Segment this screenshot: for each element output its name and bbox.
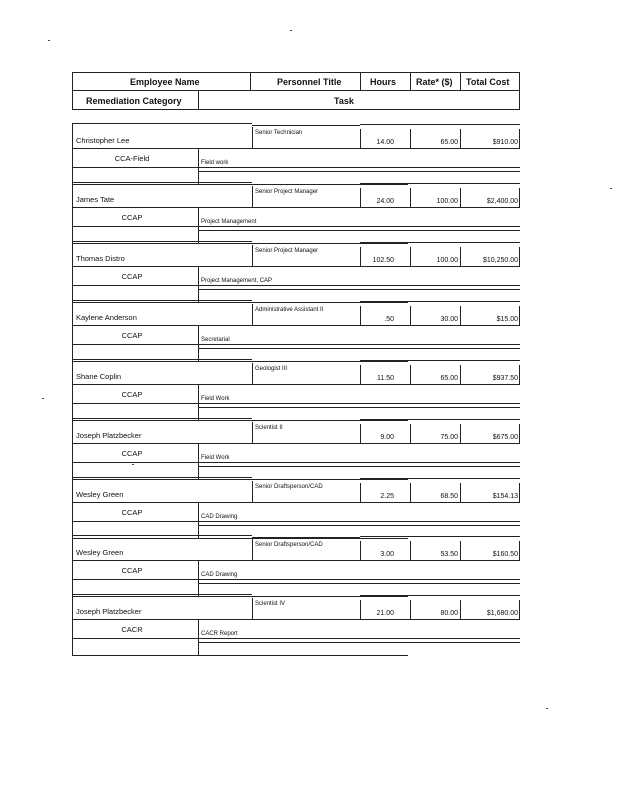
hours-value: 9.00 xyxy=(380,434,394,441)
divider xyxy=(72,72,73,110)
divider xyxy=(360,247,361,267)
divider xyxy=(519,72,520,110)
divider xyxy=(198,444,199,480)
col-personnel-title: Personnel Title xyxy=(277,77,342,87)
divider xyxy=(72,123,252,124)
hours-value: 14.00 xyxy=(376,139,394,146)
rate-value: 53.50 xyxy=(440,551,458,558)
divider xyxy=(72,182,252,183)
personnel-title: Senior Draftsperson/CAD xyxy=(255,542,323,548)
divider xyxy=(198,525,520,526)
hours-value: 3.00 xyxy=(380,551,394,558)
divider xyxy=(72,266,520,267)
divider xyxy=(460,424,461,444)
divider xyxy=(72,560,520,561)
divider xyxy=(410,188,411,208)
divider xyxy=(360,72,361,90)
employee-name: Wesley Green xyxy=(76,490,124,499)
personnel-title: Administrative Assistant II xyxy=(255,307,324,313)
rate-value: 30.00 xyxy=(440,316,458,323)
divider xyxy=(252,420,360,421)
personnel-title: Scientist IV xyxy=(255,601,286,607)
divider xyxy=(410,129,411,149)
task-value: CAD Drawing xyxy=(201,514,238,520)
remediation-category: CCAP xyxy=(121,272,143,281)
task-value: Project Management xyxy=(201,219,257,225)
col-hours: Hours xyxy=(370,77,397,87)
employee-record xyxy=(72,123,520,185)
divider xyxy=(360,360,520,361)
divider xyxy=(519,541,520,561)
divider xyxy=(72,359,252,360)
rate-value: 100.00 xyxy=(436,198,458,205)
divider xyxy=(198,326,199,362)
divider xyxy=(198,90,199,110)
divider xyxy=(252,537,360,538)
col-employee-name: Employee Name xyxy=(130,77,200,87)
divider xyxy=(360,365,361,385)
divider xyxy=(360,600,361,620)
total-cost-value: $910.00 xyxy=(492,139,518,146)
task-value: CAD Drawing xyxy=(201,572,238,578)
divider xyxy=(519,129,520,149)
divider xyxy=(252,363,253,385)
divider xyxy=(72,90,520,91)
divider xyxy=(250,72,251,90)
scan-speck xyxy=(132,464,134,465)
divider xyxy=(360,188,361,208)
employee-name: Joseph Platzbecker xyxy=(76,431,142,440)
divider xyxy=(72,325,520,326)
divider xyxy=(72,443,520,444)
task-value: Project Management, CAP xyxy=(201,278,273,284)
divider xyxy=(360,306,361,326)
divider xyxy=(460,247,461,267)
divider xyxy=(198,171,520,172)
task-value: CACR Report xyxy=(201,631,238,637)
divider xyxy=(360,536,520,537)
divider xyxy=(72,300,252,301)
divider xyxy=(460,129,461,149)
employee-name: Wesley Green xyxy=(76,548,124,557)
total-cost-value: $160.50 xyxy=(492,551,518,558)
scan-speck xyxy=(610,188,612,189)
personnel-title: Senior Project Manager xyxy=(255,189,319,195)
divider xyxy=(72,72,520,73)
total-cost-value: $937.50 xyxy=(492,375,518,382)
divider xyxy=(410,424,411,444)
divider xyxy=(252,361,360,362)
divider xyxy=(252,304,253,326)
employee-record xyxy=(72,594,520,656)
employee-record xyxy=(72,418,520,480)
divider xyxy=(519,365,520,385)
total-cost-value: $1,680.00 xyxy=(486,610,518,617)
divider xyxy=(198,385,199,421)
divider xyxy=(252,481,253,503)
divider xyxy=(252,539,253,561)
rate-value: 80.00 xyxy=(440,610,458,617)
divider xyxy=(72,521,520,522)
task-value: Field Work xyxy=(201,396,230,402)
divider xyxy=(360,424,361,444)
scan-speck xyxy=(42,398,44,399)
divider xyxy=(360,483,361,503)
employee-record xyxy=(72,182,520,244)
hours-value: 11.50 xyxy=(377,375,394,382)
col-remediation-category: Remediation Category xyxy=(86,96,182,106)
personnel-title: Scientist II xyxy=(255,425,283,431)
divider xyxy=(198,208,199,244)
divider xyxy=(410,247,411,267)
divider xyxy=(252,598,253,620)
divider xyxy=(519,188,520,208)
divider xyxy=(252,127,253,149)
total-cost-value: $2,400.00 xyxy=(486,198,518,205)
divider xyxy=(72,477,252,478)
divider xyxy=(198,561,199,597)
scan-speck xyxy=(48,40,50,41)
divider xyxy=(360,124,520,125)
employee-name: Shane Coplin xyxy=(76,372,122,381)
personnel-title: Senior Project Manager xyxy=(255,248,319,254)
employee-record xyxy=(72,359,520,421)
divider xyxy=(410,306,411,326)
personnel-title: Geologist III xyxy=(255,366,288,372)
divider xyxy=(410,365,411,385)
divider xyxy=(360,478,520,479)
rate-value: 100.00 xyxy=(436,257,458,264)
divider xyxy=(72,619,520,620)
remediation-category: CCA-Field xyxy=(114,154,150,163)
divider xyxy=(72,226,520,227)
divider xyxy=(519,424,520,444)
divider xyxy=(72,594,252,595)
divider xyxy=(360,183,520,184)
divider xyxy=(72,207,520,208)
total-cost-value: $154.13 xyxy=(492,493,518,500)
personnel-title: Senior Draftsperson/CAD xyxy=(255,484,323,490)
divider xyxy=(72,535,252,536)
divider xyxy=(72,579,520,580)
employee-record xyxy=(72,477,520,539)
remediation-category: CCAP xyxy=(121,331,143,340)
personnel-title: Senior Technician xyxy=(255,130,303,136)
divider xyxy=(72,241,252,242)
task-value: Field work xyxy=(201,160,229,166)
scan-speck xyxy=(290,30,292,31)
divider xyxy=(460,188,461,208)
total-cost-value: $675.00 xyxy=(492,434,518,441)
rate-value: 65.00 xyxy=(440,139,458,146)
divider xyxy=(72,638,520,639)
task-value: Secretarial xyxy=(201,337,230,343)
remediation-category: CCAP xyxy=(121,566,143,575)
divider xyxy=(460,541,461,561)
divider xyxy=(72,384,520,385)
remediation-category: CACR xyxy=(121,625,143,634)
remediation-category: CCAP xyxy=(121,508,143,517)
scan-speck xyxy=(546,708,548,709)
divider xyxy=(72,109,520,110)
divider xyxy=(519,483,520,503)
divider xyxy=(72,285,520,286)
divider xyxy=(72,502,520,503)
divider xyxy=(410,483,411,503)
divider xyxy=(252,125,360,126)
rate-value: 65.00 xyxy=(440,375,458,382)
employee-record xyxy=(72,535,520,597)
divider xyxy=(252,245,253,267)
divider xyxy=(410,600,411,620)
hours-value: .50 xyxy=(384,316,394,323)
employee-name: Kaylene Anderson xyxy=(76,313,137,322)
hours-value: 2.25 xyxy=(380,493,394,500)
divider xyxy=(460,483,461,503)
total-cost-value: $15.00 xyxy=(496,316,518,323)
remediation-category: CCAP xyxy=(121,390,143,399)
employee-name: Joseph Platzbecker xyxy=(76,607,142,616)
total-cost-value: $10,250.00 xyxy=(482,257,518,264)
divider xyxy=(519,247,520,267)
hours-value: 24.00 xyxy=(376,198,394,205)
divider xyxy=(198,466,520,467)
divider xyxy=(360,129,361,149)
employee-name: James Tate xyxy=(76,195,115,204)
divider xyxy=(360,301,520,302)
task-value: Field Work xyxy=(201,455,230,461)
divider xyxy=(252,184,360,185)
rate-value: 75.00 xyxy=(440,434,458,441)
divider xyxy=(72,148,520,149)
remediation-category: CCAP xyxy=(121,449,143,458)
divider xyxy=(198,267,199,303)
divider xyxy=(252,302,360,303)
divider xyxy=(72,655,408,656)
divider xyxy=(519,600,520,620)
divider xyxy=(252,596,360,597)
divider xyxy=(72,344,520,345)
hours-value: 21.00 xyxy=(376,610,394,617)
divider xyxy=(198,503,199,539)
divider xyxy=(252,186,253,208)
divider xyxy=(198,348,520,349)
divider xyxy=(72,403,520,404)
divider xyxy=(72,462,520,463)
table-header xyxy=(72,72,520,110)
divider xyxy=(198,583,520,584)
divider xyxy=(252,422,253,444)
col-task: Task xyxy=(334,96,354,106)
divider xyxy=(198,407,520,408)
col-total-cost: Total Cost xyxy=(466,77,510,87)
employee-record xyxy=(72,300,520,362)
divider xyxy=(460,365,461,385)
col-rate: Rate* ($) xyxy=(416,77,453,87)
divider xyxy=(198,230,520,231)
remediation-category: CCAP xyxy=(121,213,143,222)
divider xyxy=(72,167,520,168)
divider xyxy=(252,479,360,480)
divider xyxy=(410,541,411,561)
divider xyxy=(198,642,520,643)
divider xyxy=(460,306,461,326)
divider xyxy=(360,541,361,561)
rate-value: 68.50 xyxy=(440,493,458,500)
divider xyxy=(410,72,411,90)
divider xyxy=(460,72,461,90)
divider xyxy=(360,595,520,596)
divider xyxy=(198,289,520,290)
divider xyxy=(198,620,199,656)
divider xyxy=(198,149,199,185)
divider xyxy=(360,419,520,420)
divider xyxy=(460,600,461,620)
hours-value: 102.50 xyxy=(372,257,394,264)
divider xyxy=(72,418,252,419)
employee-name: Christopher Lee xyxy=(76,136,130,145)
divider xyxy=(360,242,520,243)
employee-name: Thomas Distro xyxy=(76,254,125,263)
divider xyxy=(519,306,520,326)
divider xyxy=(252,243,360,244)
employee-record xyxy=(72,241,520,303)
